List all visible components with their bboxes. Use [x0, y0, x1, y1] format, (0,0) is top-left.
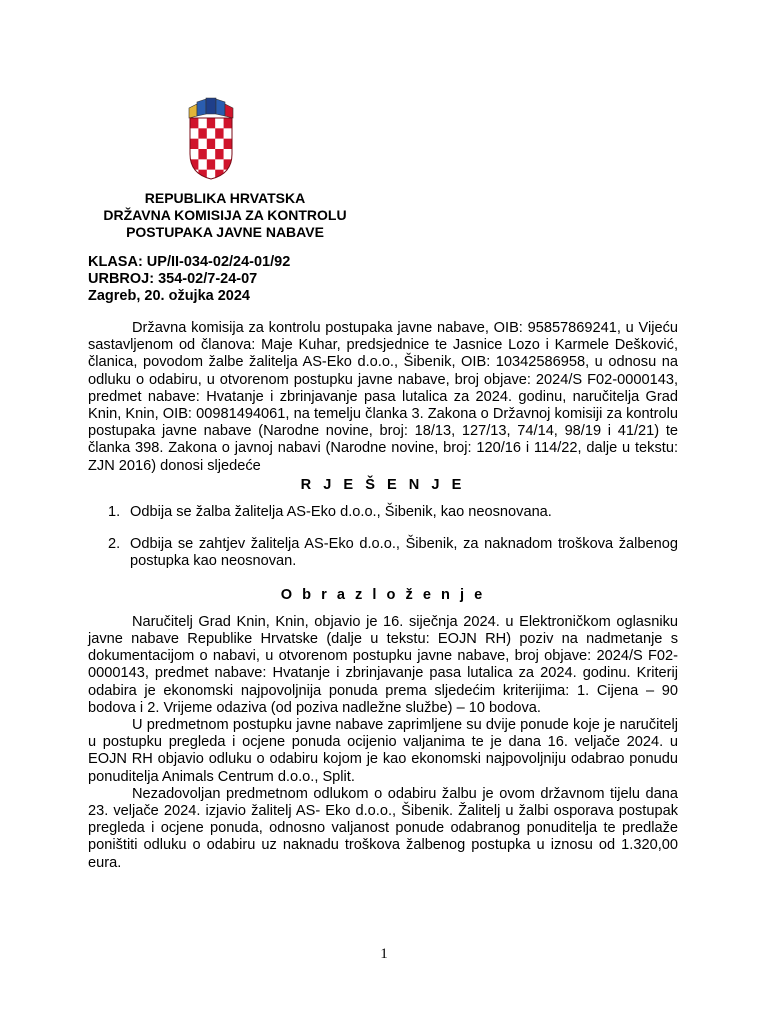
- document-body: [88, 320, 678, 872]
- klasa-reference: KLASA: UP/II-034-02/24-01/92: [88, 254, 291, 270]
- reasoning-title: O b r a z l o ž e n j e: [280, 586, 486, 603]
- coat-checker-square: [224, 128, 233, 139]
- reference-block: [88, 254, 290, 305]
- reasoning-paragraph: Nezadovoljan predmetnom odlukom o odabiru žalbu je ovom državnom tijelu dana 23. veljače 2024. izjavio žalitelj AS- Eko d.o.o., Šibenik. Žalitelj u žalbi osporava postupak pregleda i ocjene ponuda, odnosno valjanost ponude odabranog ponuditelja te predlaže poništiti odluku o odabiru uz naknadu troškova žalbenog postupka u iznosu od 1.320,00 eura.: [88, 785, 678, 871]
- coat-checker-square: [190, 170, 199, 180]
- institution-header: [60, 190, 390, 241]
- coat-checker-square: [207, 159, 216, 170]
- decision-item-text: Odbija se zahtjev žalitelja AS-Eko d.o.o., Šibenik, za naknadom troškova žalbenog postupka kao neosnovan.: [130, 536, 678, 570]
- page-number: 1: [380, 946, 388, 962]
- decision-item: [88, 504, 678, 521]
- coat-checker-square: [198, 149, 207, 160]
- header-line-republic: REPUBLIKA HRVATSKA: [144, 190, 306, 206]
- coat-checker-square: [224, 149, 233, 160]
- coat-checker-square: [190, 149, 199, 160]
- decision-item-number: 2.: [108, 536, 121, 553]
- coat-checker-square: [207, 149, 216, 160]
- coat-checker-square: [198, 159, 207, 170]
- urbroj-reference: URBROJ: 354-02/7-24-07: [88, 271, 258, 287]
- coat-checker-square: [215, 149, 224, 160]
- coat-checker-square: [215, 118, 224, 129]
- coat-checker-square: [215, 159, 224, 170]
- header-line-procurement: POSTUPAKA JAVNE NABAVE: [126, 224, 324, 240]
- intro-paragraph: Državna komisija za kontrolu postupaka javne nabave, OIB: 95857869241, u Vijeću sastavljenom od članova: Maje Kuhar, predsjednice te Jasnice Lozo i Karmele Dešković, članica, povodom žalbe žalitelja AS-Eko d.o.o., Šibenik, OIB: 10342586958, u odnosu na odluku o odabiru, u otvorenom postupku javne nabave, broj objave: 2024/S F02-0000143, predmet nabave: Hvatanje i zbrinjavanje pasa lutalica za 2024. godinu, naručitelja Grad Knin, Knin, OIB: 00981494061, na temelju članka 3. Zakona o Državnoj komisiji za kontrolu postupaka javne nabave (Narodne novine, broj: 18/13, 127/13, 74/14, 98/19 i 41/21) te članka 398. Zakona o javnoj nabavi (Narodne novine, broj: 120/16 i 114/22, dalje u tekstu: ZJN 2016) donosi sljedeće: [88, 320, 678, 474]
- place-date: Zagreb, 20. ožujka 2024: [88, 288, 250, 304]
- coat-checker-square: [224, 170, 233, 180]
- coat-checker-square: [224, 139, 233, 150]
- coat-checker-square: [198, 128, 207, 139]
- coat-checker-square: [207, 128, 216, 139]
- decision-list: [88, 504, 678, 571]
- coat-checker-square: [215, 128, 224, 139]
- reasoning-paragraph: Naručitelj Grad Knin, Knin, objavio je 16. siječnja 2024. u Elektroničkom oglasniku javne nabave Republike Hrvatske (dalje u tekstu: EOJN RH) poziv na nadmetanje s dokumentacijom o nabavi, u otvorenom postupku javne nabave, broj objave: 2024/S F02-0000143, predmet nabave: Hvatanje i zbrinjavanje pasa lutalica za 2024. godinu. Kriterij odabira je ekonomski najpovoljnija ponuda prema sljedećim kriterijima: 1. Cijena – 90 bodova i 2. Vrijeme odaziva (od poziva nadležne službe) – 10 bodova.: [88, 613, 678, 716]
- coat-checker-square: [190, 128, 199, 139]
- coat-checker-square: [215, 170, 224, 180]
- coat-checker-square: [215, 139, 224, 150]
- decision-title: R J E Š E N J E: [300, 476, 466, 493]
- decision-item: [88, 536, 678, 570]
- coat-checker-square: [190, 139, 199, 150]
- header-line-commission: DRŽAVNA KOMISIJA ZA KONTROLU: [103, 207, 347, 223]
- coat-checker-square: [190, 118, 199, 129]
- coat-checker-square: [207, 118, 216, 129]
- croatian-coat-of-arms-icon: [188, 96, 234, 180]
- decision-item-number: 1.: [108, 504, 121, 521]
- decision-item-text: Odbija se žalba žalitelja AS-Eko d.o.o., Šibenik, kao neosnovana.: [130, 504, 552, 521]
- coat-checker-square: [207, 139, 216, 150]
- coat-checker-square: [198, 118, 207, 129]
- reasoning-paragraph: U predmetnom postupku javne nabave zaprimljene su dvije ponude koje je naručitelj u postupku pregleda i ocjene ponuda ocijenio valjanima te je dana 16. veljače 2024. u EOJN RH objavio odluku o odabiru kojom je kao ekonomski najpovoljniju odabrao ponudu ponuditelja Animals Centrum d.o.o., Split.: [88, 717, 678, 785]
- coat-checker-square: [198, 139, 207, 150]
- coat-checker-square: [224, 118, 233, 129]
